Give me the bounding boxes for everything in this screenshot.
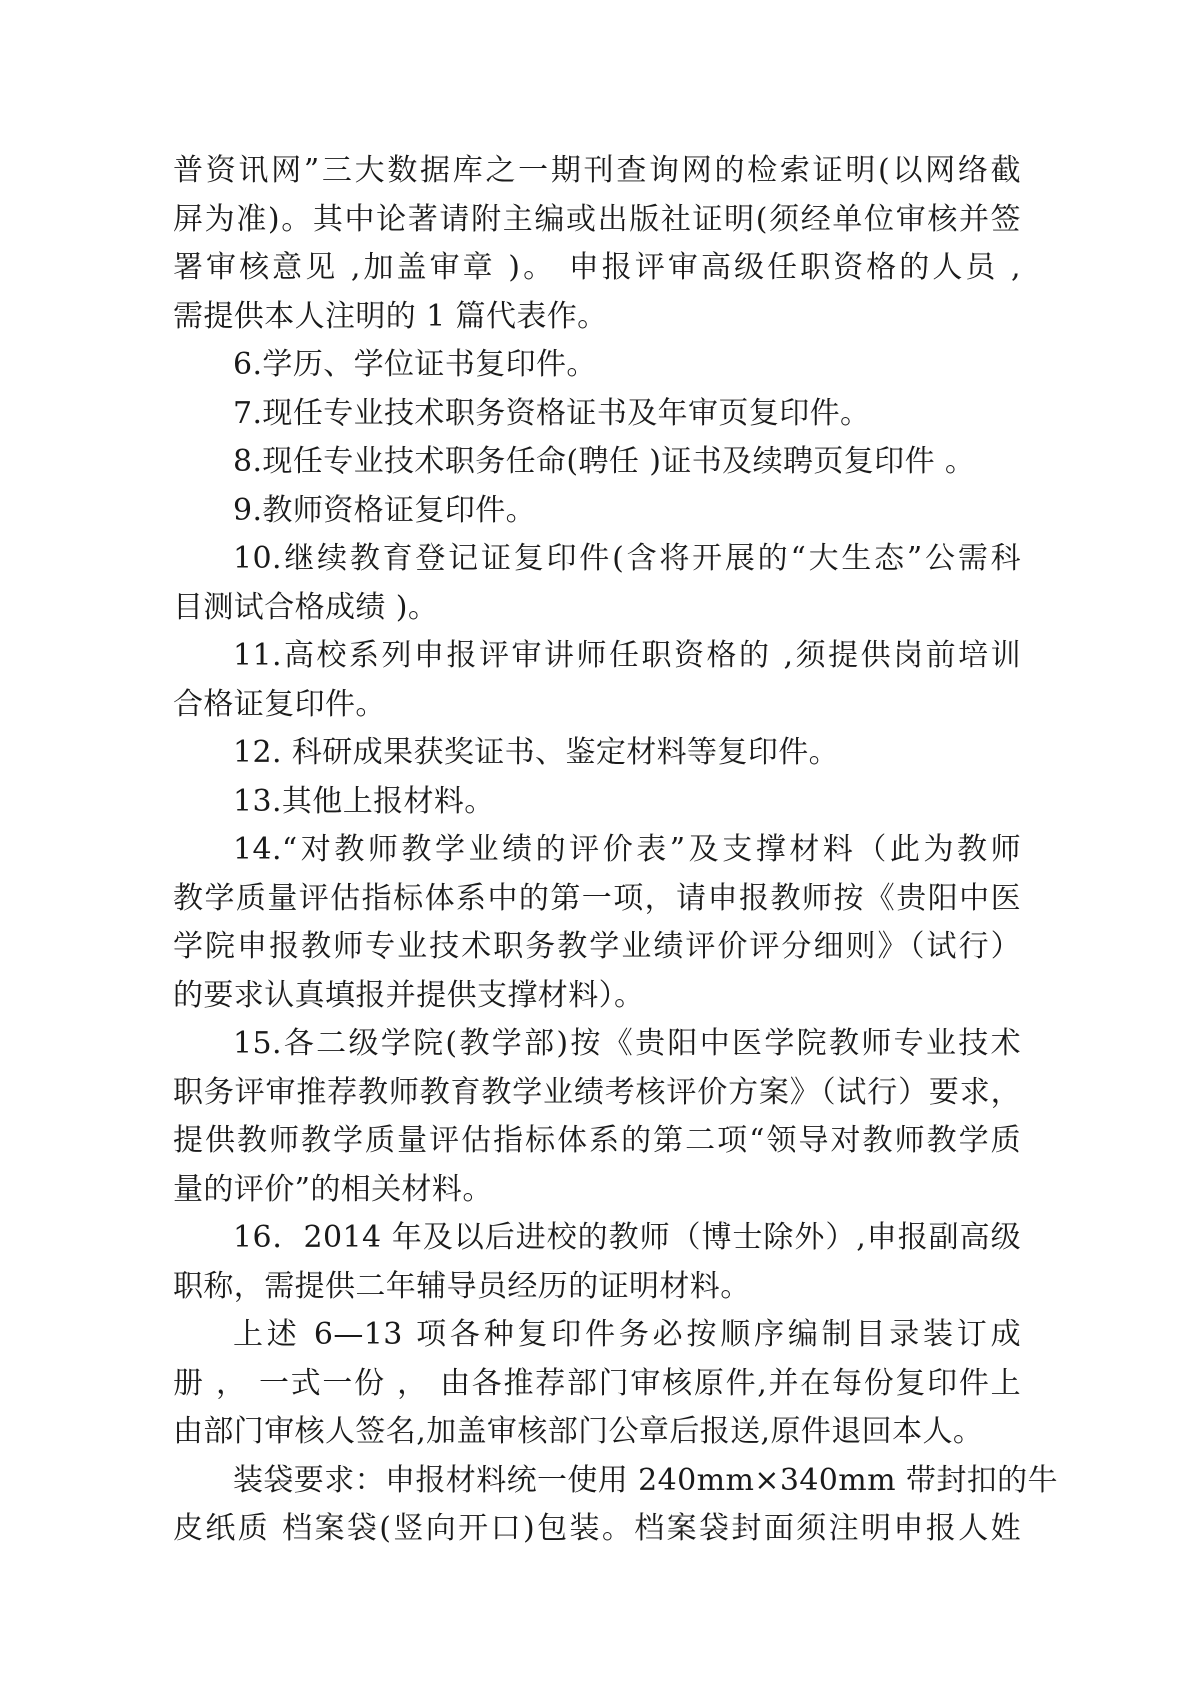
paragraph (173, 1311, 1021, 1457)
text-line: 的要求认真填报并提供支撑材料）。 (173, 977, 645, 1013)
text-line: 由部门审核人签名,加盖审核部门公章后报送,原件退回本人。 (173, 1414, 984, 1449)
text-line: 11.高校系列申报评审讲师任职资格的 ,须提供岗前培训 (233, 638, 1021, 673)
text-line: 量的评价”的相关材料。 (173, 1171, 493, 1207)
text-line: 册 ， 一式一份 ， 由各推荐部门审核原件,并在每份复印件上 (173, 1365, 1021, 1401)
text-line: 7.现任专业技术职务资格证书及年审页复印件。 (233, 395, 871, 431)
text-line: 12. 科研成果获奖证书、鉴定材料等复印件。 (233, 735, 840, 770)
paragraph (173, 390, 1021, 439)
paragraph (173, 487, 1021, 536)
paragraph (173, 632, 1021, 729)
paragraph (173, 535, 1021, 632)
paragraph (173, 341, 1021, 390)
text-line: 普资讯网”三大数据库之一期刊查询网的检索证明(以网络截 (173, 153, 1021, 188)
text-line: 需提供本人注明的 1 篇代表作。 (173, 298, 608, 334)
document-body (173, 147, 1058, 1554)
text-line: 9.教师资格证复印件。 (233, 492, 537, 528)
text-line: 署审核意见 ,加盖审章 )。 申报评审高级任职资格的人员 , (173, 250, 1021, 285)
paragraph (173, 438, 1021, 487)
text-line: 上述 6—13 项各种复印件务必按顺序编制目录装订成 (233, 1317, 1021, 1352)
text-line: 皮纸质 档案袋(竖向开口)包装。档案袋封面须注明申报人姓 (173, 1511, 1021, 1546)
paragraph (173, 729, 1021, 778)
text-line: 10.继续教育登记证复印件(含将开展的“大生态”公需科 (233, 541, 1021, 576)
text-line: 16．2014 年及以后进校的教师（博士除外）,申报副高级 (233, 1220, 1021, 1255)
text-line: 装袋要求：申报材料统一使用 240mm×340mm 带封扣的牛 (233, 1462, 1058, 1498)
text-line: 6.学历、学位证书复印件。 (233, 347, 597, 382)
text-line: 合格证复印件。 (173, 686, 386, 722)
paragraph (173, 826, 1021, 1020)
paragraph (173, 1020, 1021, 1214)
text-line: 14.“对教师教学业绩的评价表”及支撑材料（此为教师 (233, 832, 1021, 867)
text-line: 屏为准)。其中论著请附主编或出版社证明(须经单位审核并签 (173, 201, 1021, 237)
text-line: 15.各二级学院(教学部)按《贵阳中医学院教师专业技术 (233, 1026, 1021, 1061)
text-line: 教学质量评估指标体系中的第一项，请申报教师按《贵阳中医 (173, 880, 1021, 916)
paragraph (173, 778, 1021, 827)
text-line: 提供教师教学质量评估指标体系的第二项“领导对教师教学质 (173, 1123, 1021, 1158)
text-line: 13.其他上报材料。 (233, 783, 495, 819)
text-line: 职务评审推荐教师教育教学业绩考核评价方案》（试行）要求， (173, 1074, 1021, 1110)
paragraph (173, 1214, 1021, 1311)
paragraph (173, 1457, 1058, 1554)
text-line: 8.现任专业技术职务任命(聘任 )证书及续聘页复印件 。 (233, 444, 976, 479)
text-line: 目测试合格成绩 )。 (173, 589, 439, 625)
text-line: 学院申报教师专业技术职务教学业绩评价评分细则》（试行） (173, 929, 1021, 964)
paragraph (173, 147, 1021, 341)
text-line: 职称，需提供二年辅导员经历的证明材料。 (173, 1268, 751, 1304)
